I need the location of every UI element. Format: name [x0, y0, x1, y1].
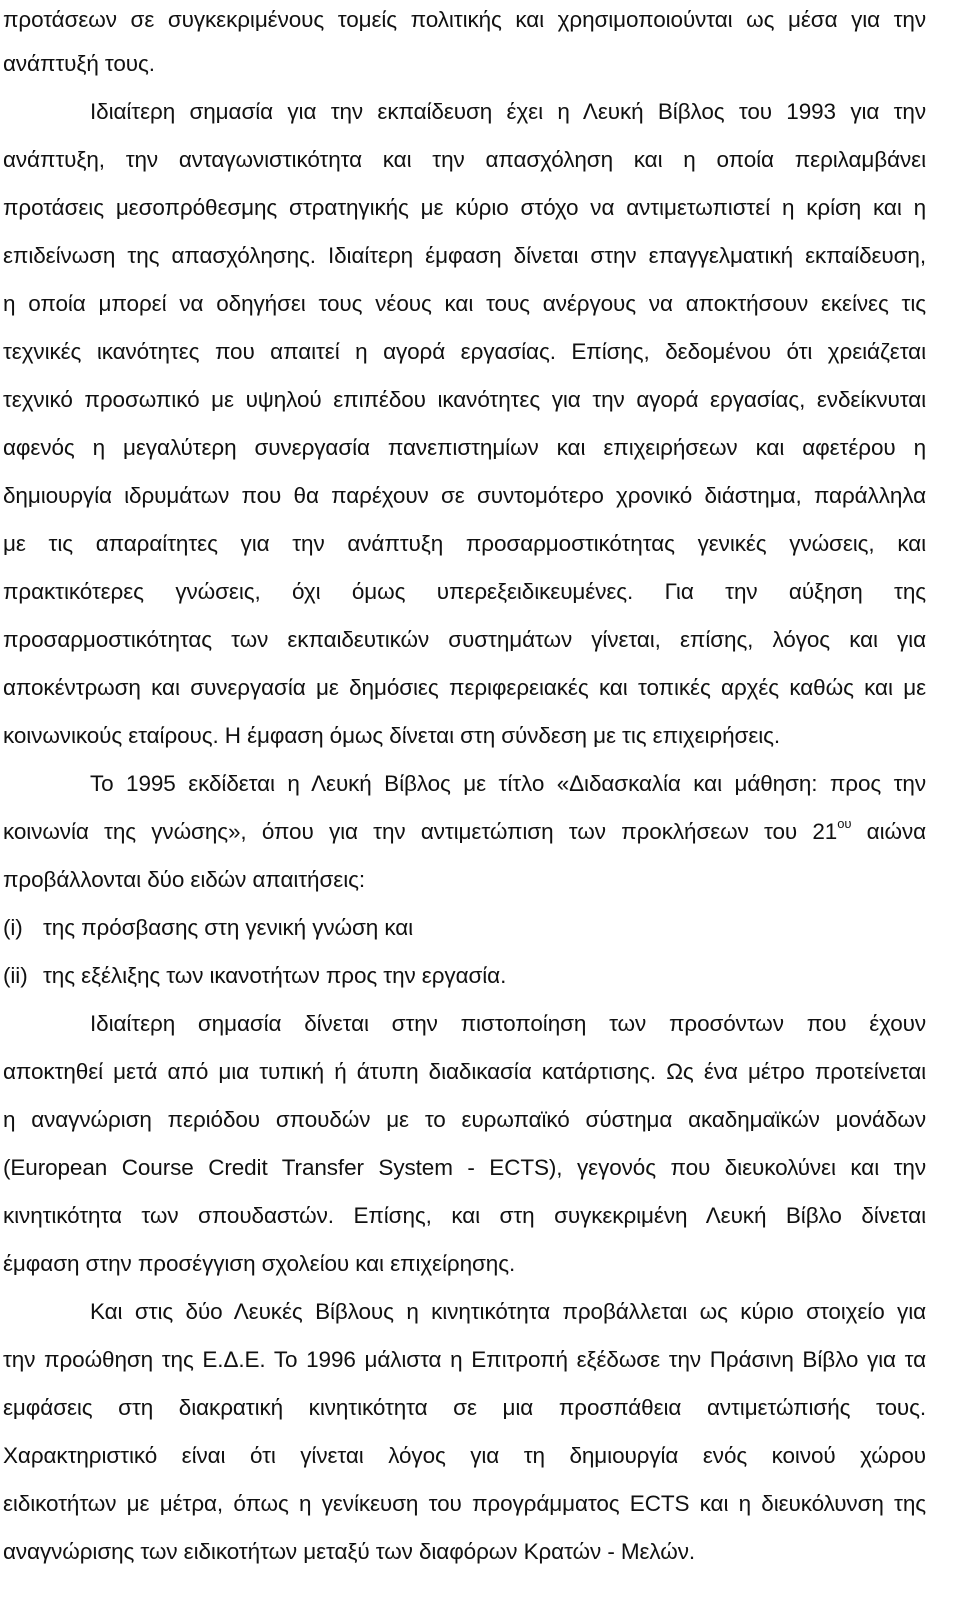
- text-line: δημιουργία ιδρυμάτων που θα παρέχουν σε συντομότερο χρονικό διάστημα, παράλληλα: [3, 483, 926, 508]
- superscript: ου: [837, 816, 852, 831]
- text-line: αποκέντρωση και συνεργασία με δημόσιες περιφερειακές και τοπικές αρχές καθώς και με: [3, 675, 926, 700]
- list-marker: (ii): [3, 963, 28, 988]
- text-line: προβάλλονται δύο ειδών απαιτήσεις:: [3, 867, 365, 892]
- text-line: κινητικότητα των σπουδαστών. Επίσης, και στη συγκεκριμένη Λευκή Βίβλο δίνεται: [3, 1203, 926, 1228]
- text-line: με τις απαραίτητες για την ανάπτυξη προσαρμοστικότητας γενικές γνώσεις, και: [3, 531, 926, 556]
- text-line: [3, 812, 926, 852]
- list-item: [3, 908, 926, 948]
- text-line: ανάπτυξη, την ανταγωνιστικότητα και την απασχόληση και η οποία περιλαμβάνει: [3, 147, 926, 172]
- text-line: Ιδιαίτερη σημασία δίνεται στην πιστοποίηση των προσόντων που έχουν: [90, 1011, 926, 1036]
- text-line: η οποία μπορεί να οδηγήσει τους νέους και τους ανέργους να αποκτήσουν εκείνες τις: [3, 291, 926, 316]
- text-line: κοινωνικούς εταίρους. Η έμφαση όμως δίνεται στη σύνδεση με τις επιχειρήσεις.: [3, 723, 781, 748]
- text-line: επιδείνωση της απασχόλησης. Ιδιαίτερη έμφαση δίνεται στην επαγγελματική εκπαίδευση,: [3, 243, 926, 268]
- text-line: ειδικοτήτων με μέτρα, όπως η γενίκευση του προγράμματος ECTS και η διευκόλυνση της: [3, 1491, 926, 1516]
- text-line: ανάπτυξή τους.: [3, 51, 155, 76]
- text-line: τεχνικό προσωπικό με υψηλού επιπέδου ικανότητες για την αγορά εργασίας, ενδείκνυται: [3, 387, 926, 412]
- list-item-text: της πρόσβασης στη γενική γνώση και: [43, 915, 414, 940]
- text-line: προσαρμοστικότητας των εκπαιδευτικών συστημάτων γίνεται, επίσης, λόγος και για: [3, 627, 926, 652]
- text-line: Το 1995 εκδίδεται η Λευκή Βίβλος με τίτλο «Διδασκαλία και μάθηση: προς την: [90, 771, 926, 796]
- list-marker: (i): [3, 915, 23, 940]
- text-line: η αναγνώριση περιόδου σπουδών με το ευρωπαϊκό σύστημα ακαδημαϊκών μονάδων: [3, 1107, 926, 1132]
- text-line: (European Course Credit Transfer System - ECTS), γεγονός που διευκολύνει και την: [3, 1155, 926, 1180]
- text-fragment: κοινωνία της γνώσης», όπου για την αντιμετώπιση των προκλήσεων του 21: [3, 819, 838, 844]
- text-line: Ιδιαίτερη σημασία για την εκπαίδευση έχει η Λευκή Βίβλος του 1993 για την: [90, 99, 926, 124]
- list-item: [3, 956, 926, 996]
- text-line: Και στις δύο Λευκές Βίβλους η κινητικότητα προβάλλεται ως κύριο στοιχείο για: [90, 1299, 926, 1324]
- text-line: αποκτηθεί μετά από μια τυπική ή άτυπη διαδικασία κατάρτισης. Ως ένα μέτρο προτείνεται: [3, 1059, 926, 1084]
- list-item-text: της εξέλιξης των ικανοτήτων προς την εργασία.: [43, 963, 507, 988]
- text-line: πρακτικότερες γνώσεις, όχι όμως υπερεξειδικευμένες. Για την αύξηση της: [3, 579, 926, 604]
- text-line: προτάσεων σε συγκεκριμένους τομείς πολιτικής και χρησιμοποιούνται ως μέσα για την: [3, 7, 926, 32]
- text-line: την προώθηση της Ε.Δ.Ε. Το 1996 μάλιστα η Επιτροπή εξέδωσε την Πράσινη Βίβλο για τα: [3, 1347, 926, 1372]
- text-line: αφενός η μεγαλύτερη συνεργασία πανεπιστημίων και επιχειρήσεων και αφετέρου η: [3, 435, 926, 460]
- text-line: εμφάσεις στη διακρατική κινητικότητα σε μια προσπάθεια αντιμετώπισής τους.: [3, 1395, 926, 1420]
- text-line: έμφαση στην προσέγγιση σχολείου και επιχείρησης.: [3, 1251, 516, 1276]
- text-line: τεχνικές ικανότητες που απαιτεί η αγορά εργασίας. Επίσης, δεδομένου ότι χρειάζεται: [3, 339, 926, 364]
- text-fragment: αιώνα: [866, 819, 927, 844]
- text-line: αναγνώρισης των ειδικοτήτων μεταξύ των διαφόρων Κρατών - Μελών.: [3, 1539, 696, 1564]
- text-line: Χαρακτηριστικό είναι ότι γίνεται λόγος για τη δημιουργία ενός κοινού χώρου: [3, 1443, 926, 1468]
- text-line: προτάσεις μεσοπρόθεσμης στρατηγικής με κύριο στόχο να αντιμετωπιστεί η κρίση και η: [3, 195, 926, 220]
